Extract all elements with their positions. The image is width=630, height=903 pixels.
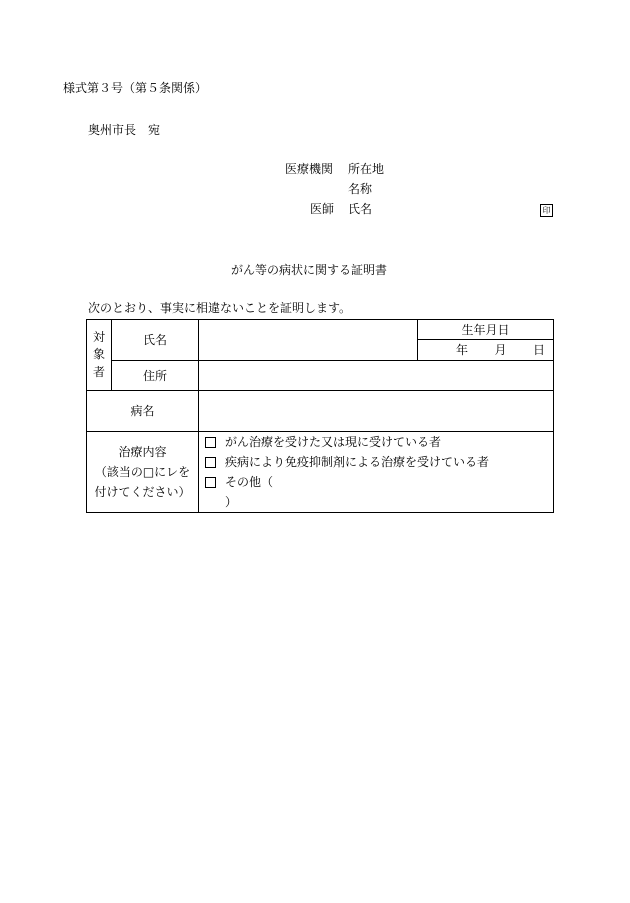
seal-icon: 印 [540, 204, 553, 217]
checkbox[interactable] [205, 477, 216, 488]
institution-label: 医療機関 [285, 162, 334, 176]
option-label: その他（ [225, 475, 274, 489]
disease-field[interactable] [199, 391, 554, 432]
facility-name-label: 名称 [348, 182, 373, 196]
checkbox[interactable] [205, 457, 216, 468]
doctor-label: 医師 [310, 202, 335, 216]
form-number: 様式第３号（第５条関係） [63, 81, 208, 95]
intro-text: 次のとおり、事実に相違ないことを証明します。 [88, 301, 352, 315]
name-field[interactable] [199, 320, 418, 361]
address-label: 所在地 [348, 162, 385, 176]
treatment-option[interactable] [199, 472, 553, 492]
other-close: ） [225, 495, 238, 509]
name-label: 氏名 [112, 320, 199, 361]
treatment-option[interactable] [199, 432, 553, 452]
address-label: 住所 [112, 361, 199, 391]
treatment-option[interactable] [199, 452, 553, 472]
treatment-label: 治療内容 [118, 445, 167, 459]
dob-month: 月 [494, 343, 507, 357]
other-close-row [199, 492, 553, 512]
disease-label: 病名 [87, 391, 199, 432]
option-label: 疾病により免疫抑制剤による治療を受けている者 [225, 455, 490, 469]
subject-char: 者 [92, 364, 105, 379]
seal-mark [540, 203, 553, 217]
subject-char: 象 [92, 347, 105, 362]
doctor-name-label: 氏名 [348, 202, 373, 216]
dob-year: 年 [456, 343, 469, 357]
dob-field[interactable] [418, 340, 554, 361]
address-field[interactable] [199, 361, 554, 391]
subject-header [87, 320, 112, 391]
treatment-label-cell [87, 432, 199, 513]
document-title: がん等の病状に関する証明書 [231, 263, 388, 277]
certificate-table [86, 319, 554, 513]
option-label: がん治療を受けた又は現に受けている者 [225, 435, 442, 449]
treatment-note: 付けてください） [94, 485, 191, 499]
dob-label: 生年月日 [418, 320, 554, 340]
checkbox[interactable] [205, 437, 216, 448]
treatment-options [199, 432, 554, 513]
treatment-note: （該当の□にレを [94, 465, 191, 479]
addressee: 奥州市長 宛 [88, 123, 161, 137]
dob-day: 日 [532, 343, 545, 357]
subject-char: 対 [92, 329, 105, 344]
